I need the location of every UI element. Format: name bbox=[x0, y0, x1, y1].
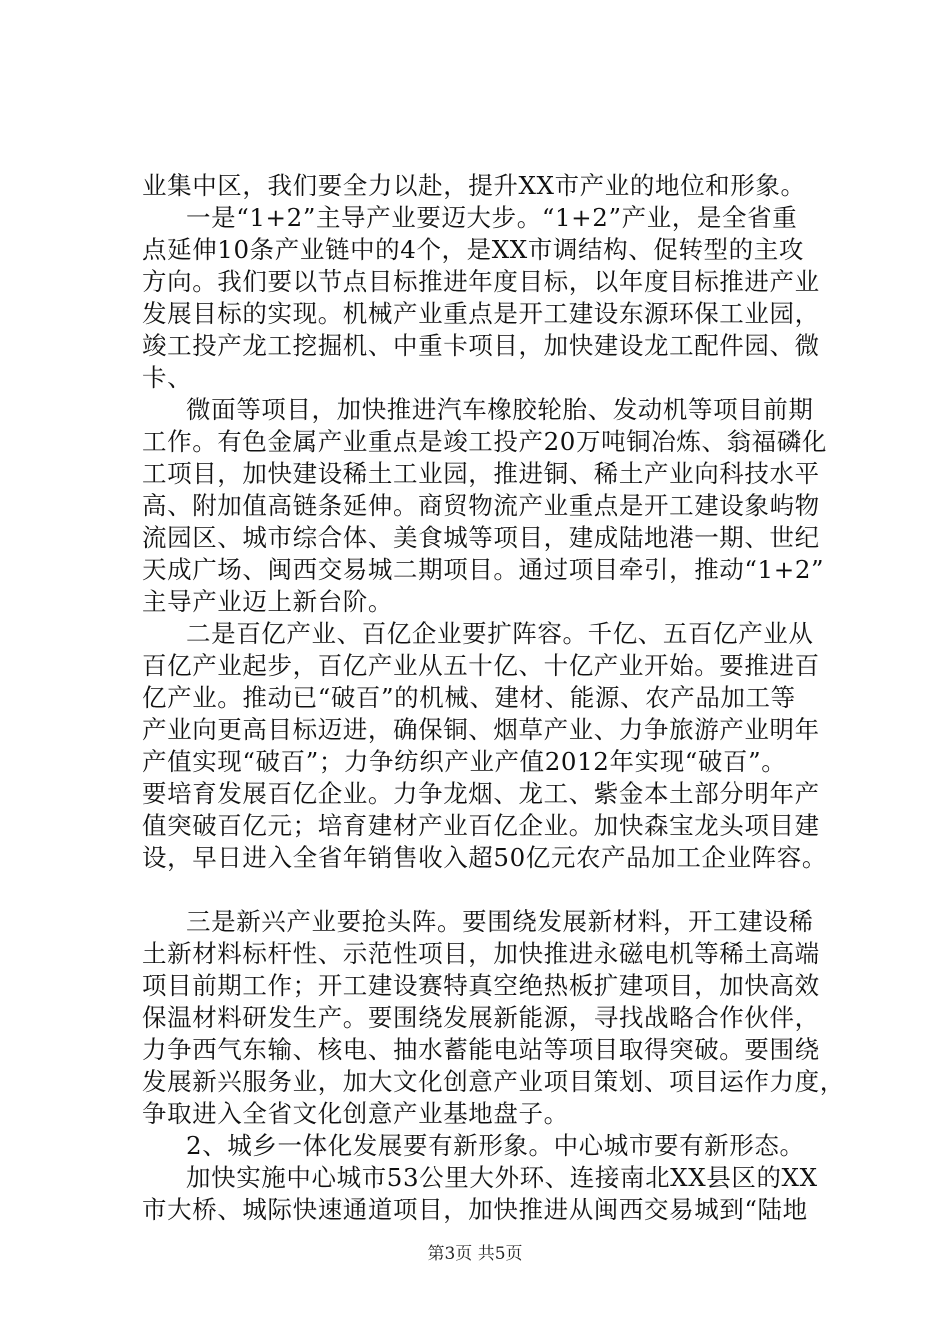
text-line: 竣工投产龙工挖掘机、中重卡项目，加快建设龙工配件园、微 bbox=[142, 331, 820, 360]
text-line: 保温材料研发生产。要围绕发展新能源，寻找战略合作伙伴， bbox=[142, 1003, 820, 1032]
text-line: 工项目，加快建设稀土工业园，推进铜、稀土产业向科技水平 bbox=[142, 459, 820, 488]
paragraph-start-line: 三是新兴产业要抢头阵。要围绕发展新材料，开工建设稀 bbox=[186, 907, 814, 936]
text-line: 工作。有色金属产业重点是竣工投产20万吨铜冶炼、翁福磷化 bbox=[142, 427, 827, 456]
text-line: 争取进入全省文化创意产业基地盘子。 bbox=[142, 1099, 569, 1128]
text-line: 主导产业迈上新台阶。 bbox=[142, 587, 393, 616]
paragraph-start-line: 一是“1+2”主导产业要迈大步。“1+2”产业，是全省重 bbox=[186, 203, 798, 232]
text-line: 市大桥、城际快速通道项目，加快推进从闽西交易城到“陆地 bbox=[142, 1195, 808, 1224]
paragraph-start-line: 二是百亿产业、百亿企业要扩阵容。千亿、五百亿产业从 bbox=[186, 619, 814, 648]
text-line: 值突破百亿元；培育建材产业百亿企业。加快森宝龙头项目建 bbox=[142, 811, 820, 840]
text-line: 卡、 bbox=[142, 363, 193, 392]
paragraph-start-line: 2、城乡一体化发展要有新形象。中心城市要有新形态。 bbox=[186, 1131, 805, 1160]
page-footer: 第3页 共5页 bbox=[427, 1244, 523, 1264]
text-line: 天成广场、闽西交易城二期项目。通过项目牵引，推动“1+2” bbox=[142, 555, 825, 584]
text-line: 发展目标的实现。机械产业重点是开工建设东源环保工业园， bbox=[142, 299, 820, 328]
text-line: 高、附加值高链条延伸。商贸物流产业重点是开工建设象屿物 bbox=[142, 491, 820, 520]
text-line: 亿产业。推动已“破百”的机械、建材、能源、农产品加工等 bbox=[142, 683, 796, 712]
text-line: 力争西气东输、核电、抽水蓄能电站等项目取得突破。要围绕 bbox=[142, 1035, 820, 1064]
text-line: 业集中区，我们要全力以赴，提升XX市产业的地位和形象。 bbox=[142, 171, 806, 200]
text-line: 产业向更高目标迈进，确保铜、烟草产业、力争旅游产业明年 bbox=[142, 715, 820, 744]
text-line: 流园区、城市综合体、美食城等项目，建成陆地港一期、世纪 bbox=[142, 523, 820, 552]
text-line: 产值实现“破百”；力争纺织产业产值2012年实现“破百”。 bbox=[142, 747, 787, 776]
text-line: 土新材料标杆性、示范性项目，加快推进永磁电机等稀土高端 bbox=[142, 939, 820, 968]
text-line: 发展新兴服务业，加大文化创意产业项目策划、项目运作力度， bbox=[142, 1067, 845, 1096]
text-line: 方向。我们要以节点目标推进年度目标，以年度目标推进产业 bbox=[142, 267, 820, 296]
text-line: 设，早日进入全省年销售收入超50亿元农产品加工企业阵容。 bbox=[142, 843, 827, 872]
text-line: 项目前期工作；开工建设赛特真空绝热板扩建项目，加快高效 bbox=[142, 971, 820, 1000]
paragraph-start-line: 加快实施中心城市53公里大外环、连接南北XX县区的XX bbox=[186, 1163, 818, 1192]
paragraph-start-line: 微面等项目，加快推进汽车橡胶轮胎、发动机等项目前期 bbox=[186, 395, 814, 424]
text-line: 点延伸10条产业链中的4个，是XX市调结构、促转型的主攻 bbox=[142, 235, 804, 264]
text-line: 要培育发展百亿企业。力争龙烟、龙工、紫金本土部分明年产 bbox=[142, 779, 820, 808]
text-line: 百亿产业起步，百亿产业从五十亿、十亿产业开始。要推进百 bbox=[142, 651, 820, 680]
